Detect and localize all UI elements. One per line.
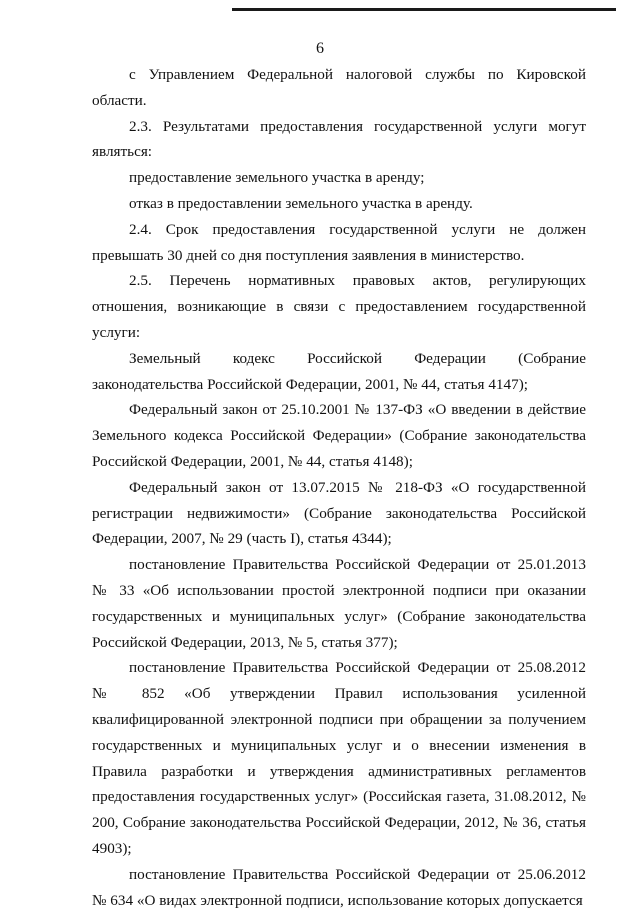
paragraph-result-refusal: отказ в предоставлении земельного участка в аренду. <box>129 194 473 212</box>
paragraph-law-218-fz: Федеральный закон от 13.07.2015 № 218-ФЗ «О государственной регистрации недвижимости» (Собрание законодательства Российской Федерации, 2007, № 29 (часть I), статья 4344); <box>92 478 586 548</box>
paragraph-tax-service: с Управлением Федеральной налоговой службы по Кировской области. <box>92 66 586 109</box>
paragraph-decree-33: постановление Правительства Российской Федерации от 25.01.2013 № 33 «Об использовании простой электронной подписи при оказании государственных и муниципальных услуг» (Собрание законодательства Российской Федерации, 2013, № 5, статья 377); <box>92 556 586 651</box>
paragraph-2-5-legal-acts: 2.5. Перечень нормативных правовых актов, регулирующих отношения, возникающие в связи с предоставлением государственной услуги: <box>92 272 586 341</box>
paragraph-decree-852: постановление Правительства Российской Федерации от 25.08.2012 № 852 «Об утверждении Правил использования усиленной квалифицированной электронной подписи при обращении за получением государственных и муниципальных услуг и о внесении изменения в Правила разработки и утверждения административных регламентов предоставления государственных услуг» (Российская газета, 31.08.2012, № 200, Собрание законодательства Российской Федерации, 2012, № 36, статья 4903); <box>92 659 586 857</box>
paragraph-2-4-term: 2.4. Срок предоставления государственной услуги не должен превышать 30 дней со дня поступления заявления в министерство. <box>92 220 586 264</box>
document-body <box>92 62 586 913</box>
paragraph-land-code: Земельный кодекс Российской Федерации (Собрание законодательства Российской Федерации, 2001, № 44, статья 4147); <box>92 349 586 393</box>
paragraph-decree-634: постановление Правительства Российской Федерации от 25.06.2012 № 634 «О видах электронной подписи, использование которых допускается <box>92 865 586 909</box>
page-number: 6 <box>316 40 324 57</box>
paragraph-law-137-fz: Федеральный закон от 25.10.2001 № 137-ФЗ «О введении в действие Земельного кодекса Российской Федерации» (Собрание законодательства Российской Федерации, 2001, № 44, статья 4148); <box>92 401 586 470</box>
paragraph-result-lease: предоставление земельного участка в аренду; <box>129 169 425 187</box>
header-rule <box>232 8 616 11</box>
paragraph-2-3-results: 2.3. Результатами предоставления государственной услуги могут являться: <box>92 117 586 161</box>
